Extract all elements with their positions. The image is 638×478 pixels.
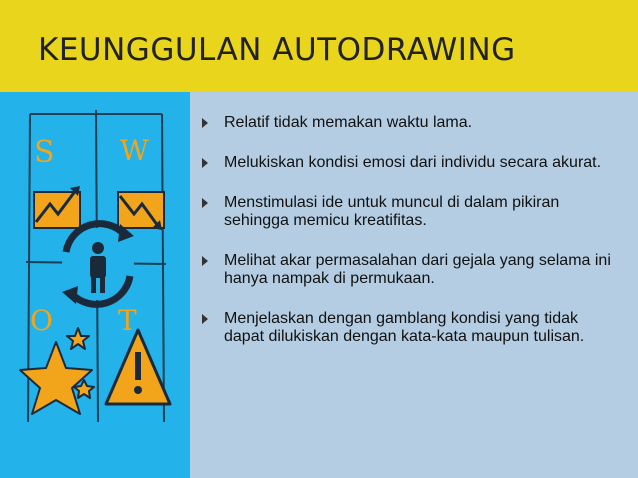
bullet-list xyxy=(200,114,620,346)
swot-letter-o: O xyxy=(30,304,53,337)
bullet-item xyxy=(200,310,620,346)
swot-letter-t: T xyxy=(118,304,137,337)
star-icon xyxy=(20,328,94,414)
chart-down-icon xyxy=(118,192,164,230)
bullet-arrow-icon xyxy=(202,158,208,168)
bullet-text: Menjelaskan dengan gamblang kondisi yang tidak dapat dilukiskan dengan kata-kata maupun tulisan. xyxy=(224,310,585,345)
bullet-item xyxy=(200,194,620,230)
swot-illustration xyxy=(0,92,190,478)
bullet-arrow-icon xyxy=(202,314,208,324)
bullet-item xyxy=(200,114,620,132)
bullet-text: Menstimulasi ide untuk muncul di dalam pikiran sehingga memicu kreatifitas. xyxy=(224,194,560,229)
bullet-item xyxy=(200,252,620,288)
swot-letter-s: S xyxy=(34,135,55,170)
bullet-arrow-icon xyxy=(202,118,208,128)
bullet-arrow-icon xyxy=(202,198,208,208)
slide-title: KEUNGGULAN AUTODRAWING xyxy=(38,32,516,68)
bullet-text: Melihat akar permasalahan dari gejala yang selama ini hanya nampak di permukaan. xyxy=(224,252,611,287)
person-cycle-icon xyxy=(62,224,134,305)
title-bar xyxy=(0,0,638,92)
chart-up-icon xyxy=(34,186,80,228)
bullet-item xyxy=(200,154,620,172)
warning-icon xyxy=(106,330,170,404)
bullet-text: Melukiskan kondisi emosi dari individu secara akurat. xyxy=(224,154,602,171)
bullet-text: Relatif tidak memakan waktu lama. xyxy=(224,114,473,131)
swot-letter-w: W xyxy=(120,134,149,167)
bullet-arrow-icon xyxy=(202,256,208,266)
